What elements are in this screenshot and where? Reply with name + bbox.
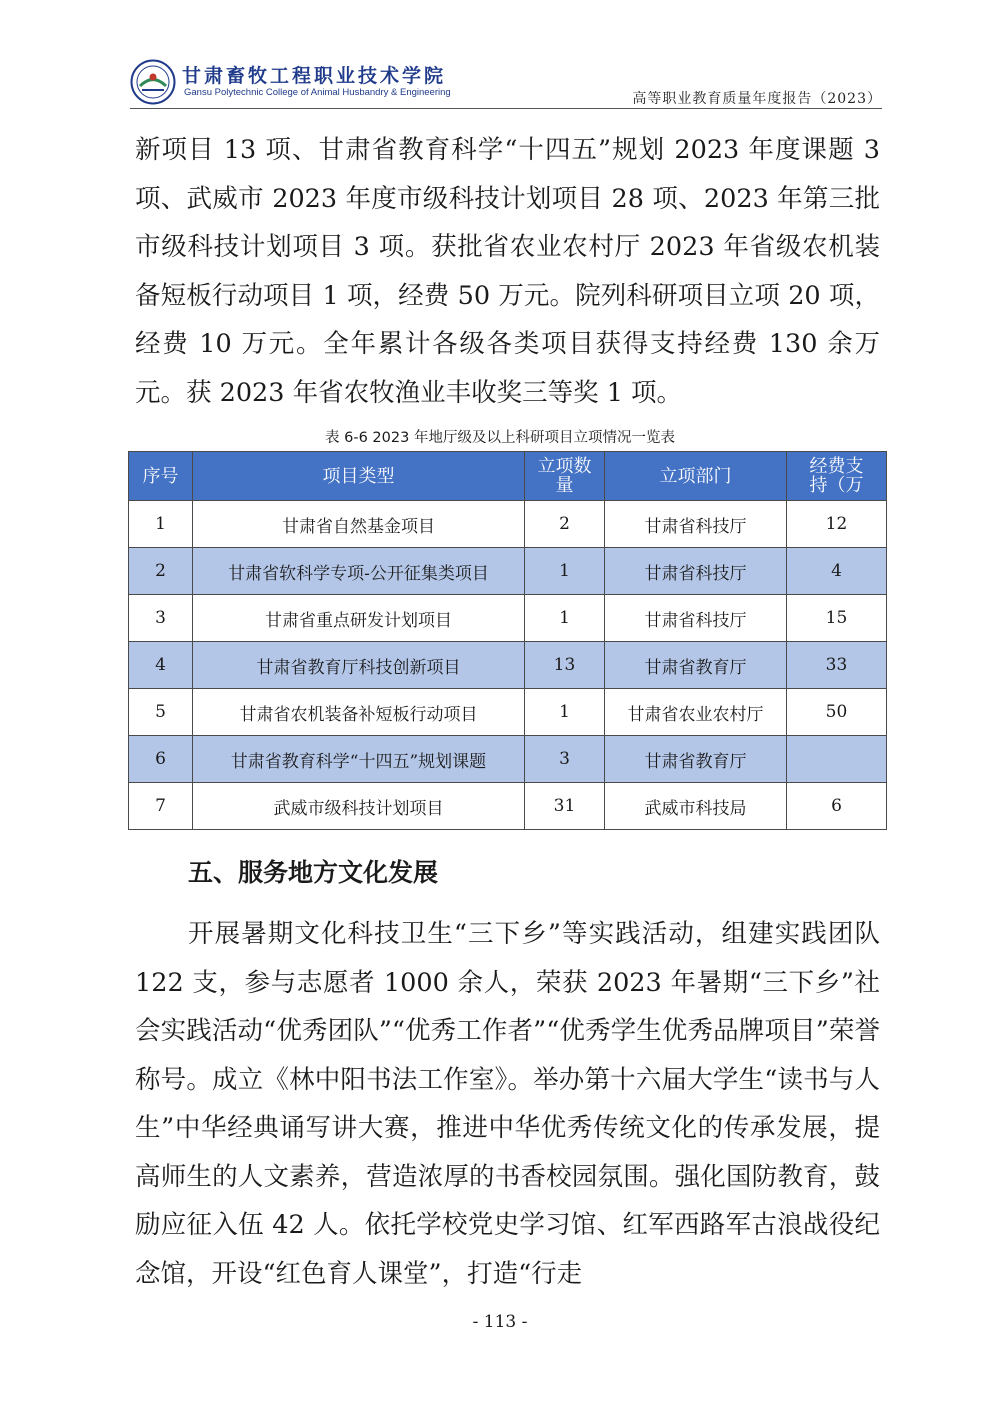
table-row <box>129 689 887 736</box>
cell-no: 6 <box>129 736 193 783</box>
cell-dept: 甘肃省科技厅 <box>605 595 787 642</box>
school-name-en: Gansu Polytechnic College of Animal Husbandry & Engineering <box>184 87 451 98</box>
cell-no: 7 <box>129 783 193 830</box>
cell-no: 3 <box>129 595 193 642</box>
cell-dept: 武威市科技局 <box>605 783 787 830</box>
cell-count: 1 <box>525 595 605 642</box>
cell-count: 2 <box>525 501 605 548</box>
cell-fund <box>787 736 887 783</box>
cell-no: 5 <box>129 689 193 736</box>
header-fund: 经费支持（万 <box>787 452 887 501</box>
cell-no: 1 <box>129 501 193 548</box>
cell-count: 1 <box>525 548 605 595</box>
cell-type: 甘肃省软科学专项-公开征集类项目 <box>193 548 525 595</box>
cell-fund: 15 <box>787 595 887 642</box>
header-type: 项目类型 <box>193 452 525 501</box>
table-row <box>129 548 887 595</box>
page-header <box>130 55 882 111</box>
cell-count: 1 <box>525 689 605 736</box>
report-title: 高等职业教育质量年度报告（2023） <box>632 91 882 107</box>
school-name-cn: 甘肃畜牧工程职业技术学院 <box>182 65 447 87</box>
cell-type: 甘肃省重点研发计划项目 <box>193 595 525 642</box>
cell-type: 甘肃省教育科学“十四五”规划课题 <box>193 736 525 783</box>
cell-no: 4 <box>129 642 193 689</box>
cell-fund: 12 <box>787 501 887 548</box>
header-no: 序号 <box>129 452 193 501</box>
cell-fund: 50 <box>787 689 887 736</box>
cell-count: 3 <box>525 736 605 783</box>
header-count: 立项数量 <box>525 452 605 501</box>
table-row <box>129 736 887 783</box>
school-logo-icon <box>130 59 176 105</box>
cell-fund: 33 <box>787 642 887 689</box>
projects-table <box>128 451 887 830</box>
cell-dept: 甘肃省科技厅 <box>605 548 787 595</box>
cell-dept: 甘肃省教育厅 <box>605 642 787 689</box>
cell-type: 武威市级科技计划项目 <box>193 783 525 830</box>
header-divider <box>130 108 882 109</box>
cell-type: 甘肃省农机装备补短板行动项目 <box>193 689 525 736</box>
table-row <box>129 595 887 642</box>
page-number: - 113 - <box>472 1312 528 1332</box>
table-row <box>129 783 887 830</box>
table-header-row <box>129 452 887 501</box>
cell-fund: 6 <box>787 783 887 830</box>
body-paragraph-1: 新项目 13 项、甘肃省教育科学“十四五”规划 2023 年度课题 3 项、武威市 2023 年度市级科技计划项目 28 项、2023 年第三批市级科技计划项目 3 项。获批省农业农村厅 2023 年省级农机装备短板行动项目 1 项，经费 50 万元。院列科研项目立项 20 项，经费 10 万元。全年累计各级各类项目获得支持经费 130 余万元。获 2023 年省农牧渔业丰收奖三等奖 1 项。 <box>135 135 880 408</box>
body-paragraph-2: 开展暑期文化科技卫生“三下乡”等实践活动，组建实践团队 122 支，参与志愿者 1000 余人，荣获 2023 年暑期“三下乡”社会实践活动“优秀团队”“优秀工作者”“优秀学生优秀品牌项目”荣誉称号。成立《林中阳书法工作室》。举办第十六届大学生“读书与人生”中华经典诵写讲大赛，推进中华优秀传统文化的传承发展，提高师生的人文素养，营造浓厚的书香校园氛围。强化国防教育，鼓励应征入伍 42 人。依托学校党史学习馆、红军西路军古浪战役纪念馆，开设“红色育人课堂”，打造“行走 <box>135 919 880 1289</box>
header-dept: 立项部门 <box>605 452 787 501</box>
table-row <box>129 642 887 689</box>
table-caption: 表 6-6 2023 年地厅级及以上科研项目立项情况一览表 <box>325 430 675 446</box>
cell-count: 13 <box>525 642 605 689</box>
cell-dept: 甘肃省农业农村厅 <box>605 689 787 736</box>
cell-dept: 甘肃省科技厅 <box>605 501 787 548</box>
cell-count: 31 <box>525 783 605 830</box>
cell-type: 甘肃省教育厅科技创新项目 <box>193 642 525 689</box>
cell-fund: 4 <box>787 548 887 595</box>
table-row <box>129 501 887 548</box>
cell-dept: 甘肃省教育厅 <box>605 736 787 783</box>
cell-no: 2 <box>129 548 193 595</box>
section-heading: 五、服务地方文化发展 <box>188 858 439 887</box>
cell-type: 甘肃省自然基金项目 <box>193 501 525 548</box>
